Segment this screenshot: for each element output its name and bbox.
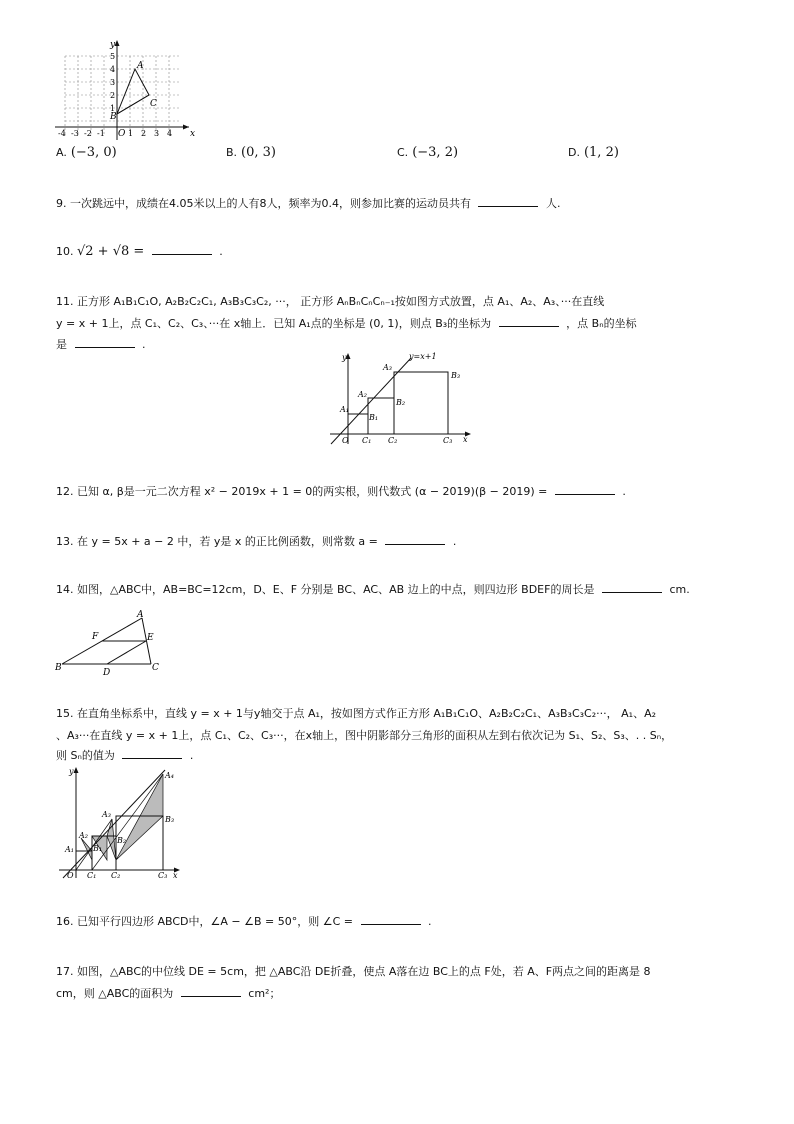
q8-xtick: 4	[167, 129, 173, 138]
q11-B3-label: B₃	[451, 371, 461, 380]
q11-A2-label: A₂	[358, 390, 367, 399]
q15-A3-label: A₃	[102, 810, 111, 819]
q8-y-axis-label: y	[110, 40, 116, 50]
q15-shaded-figure	[55, 764, 185, 880]
question-14: 14. 如图，△ABC中，AB=BC=12cm，D、E、F 分别是 BC、AC、AB 边上的中点，则四边形 BDEF的周长是 cm.	[56, 583, 690, 596]
q12-answer-blank[interactable]	[555, 484, 615, 495]
question-12: 12. 已知 α, β是一元二次方程 x² − 2019x + 1 = 0的两实根，则代数式 (α − 2019)(β − 2019) = .	[56, 485, 626, 498]
q13-answer-blank[interactable]	[385, 534, 445, 545]
q15-B1-label: B₁	[93, 844, 103, 853]
q8-xtick: 1	[128, 129, 134, 138]
q8-xtick: 2	[141, 129, 147, 138]
question-16: 16. 已知平行四边形 ABCD中，∠A − ∠B = 50°，则 ∠C = .	[56, 915, 432, 928]
q8-option-a[interactable]: A. (−3, 0)	[56, 145, 117, 160]
q14-label-A: A	[137, 610, 144, 620]
q8-xtick: -1	[97, 129, 105, 138]
q10-answer-blank[interactable]	[152, 244, 212, 255]
q8-xtick: -2	[84, 129, 92, 138]
q8-xtick: 3	[154, 129, 160, 138]
q14-label-D: D	[103, 668, 111, 678]
q11-A3-label: A₃	[383, 363, 392, 372]
question-11-line1: 11. 正方形 A₁B₁C₁O, A₂B₂C₂C₁, A₃B₃C₃C₂, ···， 正方形 AₙBₙCₙCₙ₋₁按如图方式放置，点 A₁、A₂、A₃、···在直线	[56, 295, 605, 308]
q14-triangle-figure	[55, 610, 165, 678]
q11-C2-label: C₂	[388, 436, 398, 445]
q8-option-c[interactable]: C. (−3, 2)	[397, 145, 459, 160]
q14-label-B: B	[55, 663, 62, 673]
q9-answer-blank[interactable]	[478, 196, 538, 207]
q11-line-label: y=x+1	[409, 352, 437, 361]
q8-triangle	[117, 69, 149, 114]
q11-O-label: O	[342, 436, 349, 445]
q8-label-C: C	[150, 99, 157, 109]
q11-y-label: y	[342, 353, 347, 362]
q8-xtick: -4	[58, 129, 66, 138]
q11-squares-figure	[325, 350, 475, 445]
q8-ytick: 5	[110, 52, 116, 61]
q8-label-B: B	[110, 112, 117, 122]
q15-answer-blank[interactable]	[122, 748, 182, 759]
q8-ytick: 2	[110, 91, 116, 100]
question-17-line1: 17. 如图，△ABC的中位线 DE = 5cm，把 △ABC沿 DE折叠，使点 A落在边 BC上的点 F处，若 A、F两点之间的距离是 8	[56, 965, 651, 978]
q15-C1-label: C₁	[87, 871, 97, 880]
q8-ytick: 4	[110, 65, 116, 74]
q8-label-A: A	[137, 61, 144, 71]
q14-label-F: F	[92, 632, 99, 642]
q8-ytick: 3	[110, 78, 116, 87]
q17-answer-blank[interactable]	[181, 986, 241, 997]
question-15-line2: 、A₃···在直线 y = x + 1上，点 C₁、C₂、C₃···，在x轴上，图中阴影部分三角形的面积从左到右依次记为 S₁、S₂、S₃、. . Sₙ，	[56, 729, 673, 742]
q8-ytick: 1	[110, 104, 116, 113]
q8-x-axis-label: x	[190, 129, 196, 139]
q11-answer-blank-1[interactable]	[499, 316, 559, 327]
q15-A4-label: A₄	[165, 771, 174, 780]
q8-label-O: O	[118, 129, 126, 139]
q11-C1-label: C₁	[362, 436, 372, 445]
q11-answer-blank-2[interactable]	[75, 337, 135, 348]
q14-label-C: C	[152, 663, 159, 673]
question-17-line2: cm，则 △ABC的面积为 cm²；	[56, 987, 281, 1000]
q15-B3-label: B₃	[165, 815, 175, 824]
question-13: 13. 在 y = 5x + a − 2 中，若 y是 x 的正比例函数，则常数 a = .	[56, 535, 457, 548]
q15-x-label: x	[173, 871, 178, 880]
q8-coordinate-figure	[55, 36, 200, 142]
q11-B2-label: B₂	[396, 398, 406, 407]
q8-option-d[interactable]: D. (1, 2)	[568, 145, 619, 160]
q11-A1-label: A₁	[340, 405, 349, 414]
question-15-line1: 15. 在直角坐标系中，直线 y = x + 1与y轴交于点 A₁，按如图方式作正方形 A₁B₁C₁O、A₂B₂C₂C₁、A₃B₃C₃C₂···， A₁、A₂	[56, 707, 657, 720]
q11-B1-label: B₁	[369, 413, 379, 422]
q11-C3-label: C₃	[443, 436, 453, 445]
question-11-line2: y = x + 1上，点 C₁、C₂、C₃、···在 x轴上．已知 A₁点的坐标是 (0, 1)，则点 B₃的坐标为 ，点 Bₙ的坐标	[56, 317, 637, 330]
question-10: 10. √2 + √8 = .	[56, 244, 223, 259]
question-15-line3: 则 Sₙ的值为 .	[56, 749, 194, 762]
q8-option-b[interactable]: B. (0, 3)	[226, 145, 276, 160]
q14-label-E: E	[147, 633, 154, 643]
q16-answer-blank[interactable]	[361, 914, 421, 925]
q8-xtick: -3	[71, 129, 79, 138]
q15-B2-label: B₂	[117, 836, 127, 845]
q15-A2-label: A₂	[79, 831, 88, 840]
q15-C2-label: C₂	[111, 871, 121, 880]
q15-C3-label: C₃	[158, 871, 168, 880]
q14-answer-blank[interactable]	[602, 582, 662, 593]
question-9: 9. 一次跳远中，成绩在4.05米以上的人有8人，频率为0.4，则参加比赛的运动员共有 人.	[56, 197, 561, 210]
q15-O-label: O	[67, 871, 74, 880]
q11-x-label: x	[463, 435, 468, 444]
q15-A1-label: A₁	[65, 845, 74, 854]
question-11-line3: 是 .	[56, 338, 146, 351]
q15-y-label: y	[69, 767, 74, 776]
